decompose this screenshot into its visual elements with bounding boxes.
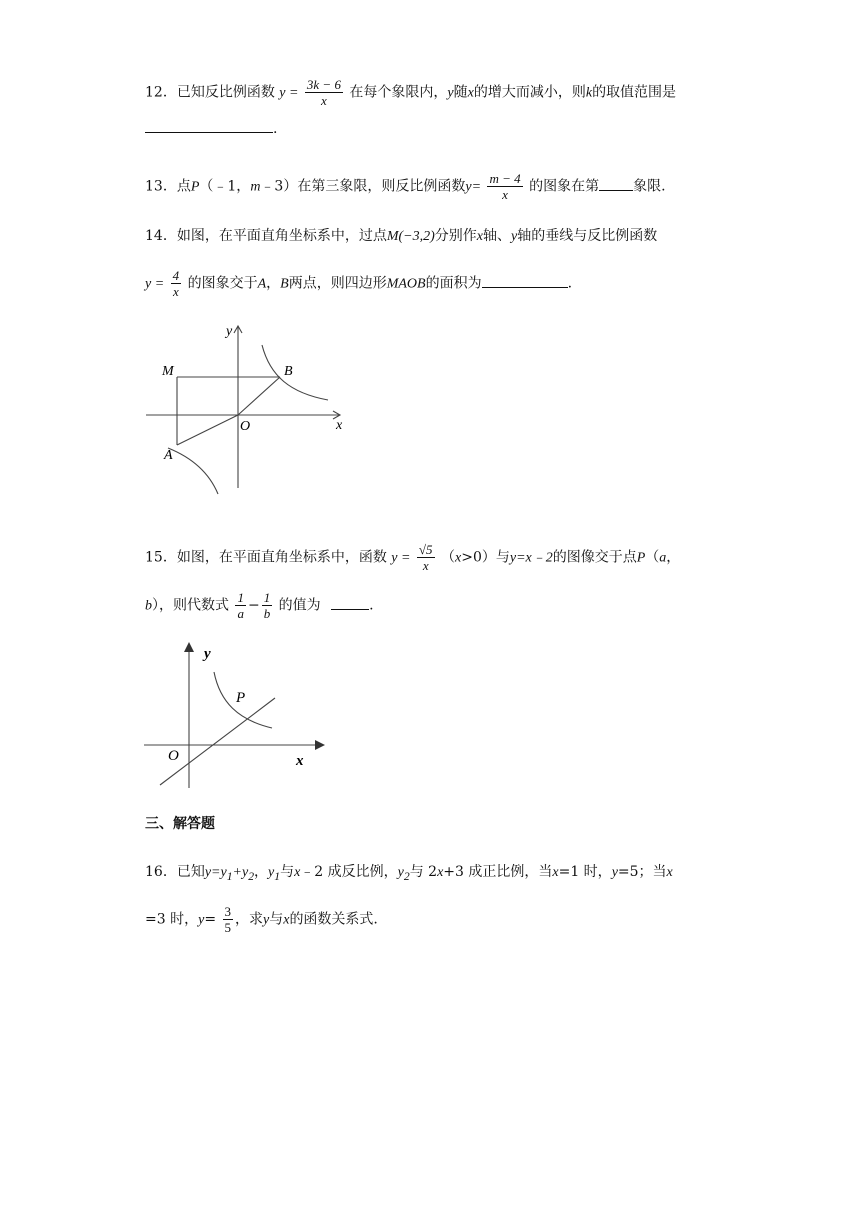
q15-y-arrow bbox=[184, 642, 194, 652]
q16-line1: 16．已知$y=y_1+y_2$，$y_1$与x﹣2 成反比例，$y_2$与 2x+3 成正比例，当x=1 时，y=5；当x bbox=[145, 864, 673, 883]
q14-line1: 14．如图，在平面直角坐标系中，过点M(−3,2)分别作x轴、y轴的垂线与反比例函数 bbox=[145, 228, 658, 244]
q14-label-x: x bbox=[336, 418, 343, 433]
q15-label-P: P bbox=[236, 690, 246, 706]
q15-figure bbox=[140, 640, 325, 790]
q12-line1: 12．已知反比例函数 y = $\frac{3k - 6}{x}$ 在每个象限内，y随x的增大而减小，则k的取值范围是 bbox=[145, 77, 677, 108]
q14-segment-AO bbox=[177, 415, 238, 445]
q15-fraction-1-over-a: $\frac{1}{a}$ bbox=[237, 590, 244, 621]
q15-line-y-eq-x-minus-2 bbox=[160, 698, 275, 785]
q16-line2: =3 时，y= $\frac{3}{5}$ ，求y与x的函数关系式. bbox=[145, 904, 378, 935]
section-3-heading: 三、解答题 bbox=[145, 816, 215, 832]
q15-answer-blank[interactable] bbox=[331, 595, 369, 610]
q12-answer-blank[interactable] bbox=[145, 118, 273, 133]
q14-fraction: $\frac{4}{x}$ bbox=[172, 268, 180, 299]
q15-label-O: O bbox=[168, 748, 179, 764]
q16-fraction: $\frac{3}{5}$ bbox=[224, 904, 231, 935]
q15-x-arrow bbox=[315, 740, 325, 750]
q12-fraction: $\frac{3k - 6}{x}$ bbox=[306, 77, 341, 108]
q13-answer-blank[interactable] bbox=[599, 176, 633, 191]
q12-y-eq: y = bbox=[279, 85, 299, 101]
q15-label-y: y bbox=[204, 646, 211, 662]
q15-line2: b），则代数式 $\frac{1}{a}$ − $\frac{1}{b}$ 的值为 . bbox=[145, 590, 374, 621]
q14-line2: y = $\frac{4}{x}$ 的图象交于A，B两点，则四边形MAOB的面积为 . bbox=[145, 268, 573, 299]
q14-label-A: A bbox=[164, 448, 173, 463]
q14-segment-OB bbox=[238, 377, 280, 415]
q14-label-B: B bbox=[284, 364, 293, 379]
q15-line1: 15．如图，在平面直角坐标系中，函数 y = $\frac{√5}{x}$ （x>0）与y=x﹣2的图像交于点P（a， bbox=[145, 542, 681, 573]
q15-fraction: $\frac{√5}{x}$ bbox=[418, 542, 433, 573]
q14-hyperbola-branch-1 bbox=[262, 345, 328, 400]
q14-label-O: O bbox=[240, 419, 251, 434]
q14-hyperbola-branch-2 bbox=[168, 448, 218, 494]
q15-label-x: x bbox=[296, 753, 304, 769]
q15-fraction-1-over-b: $\frac{1}{b}$ bbox=[263, 590, 271, 621]
q14-figure bbox=[140, 318, 360, 498]
q12-line2: . bbox=[145, 118, 277, 139]
q14-label-y: y bbox=[226, 324, 233, 339]
q13-fraction: $\frac{m - 4}{x}$ bbox=[489, 171, 521, 202]
q13-line: 13．点P（﹣1，m﹣3）在第三象限，则反比例函数y= $\frac{m - 4}{x}$ 的图象在第 象限. bbox=[145, 171, 666, 202]
q14-answer-blank[interactable] bbox=[482, 273, 568, 288]
q14-label-M: M bbox=[162, 364, 174, 379]
